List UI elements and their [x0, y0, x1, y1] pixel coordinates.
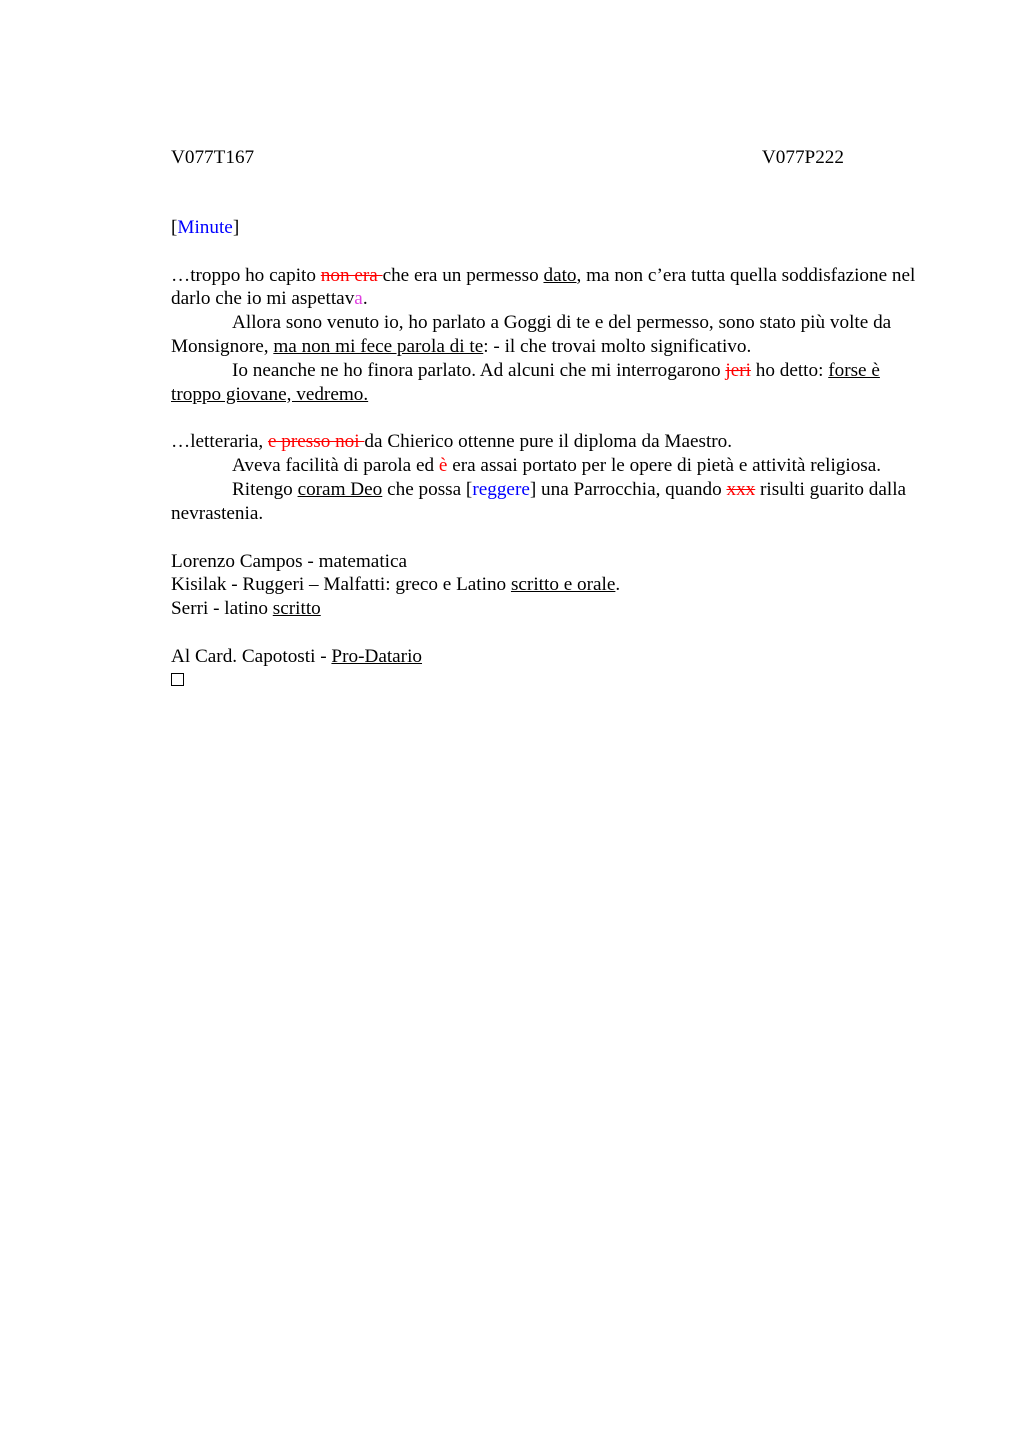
right-code: V077P222	[761, 147, 844, 168]
examiner-list	[171, 550, 923, 621]
underlined-text: ma non mi fece parola di te	[273, 335, 484, 357]
paragraph: Ritengo coram Deo che possa [reggere] una Parrocchia, quando xxx risulti guarito dalla nevrastenia.	[171, 478, 907, 524]
section-label-text: Minute	[177, 216, 233, 238]
left-code: V077T167	[171, 147, 255, 168]
deletion: jeri	[725, 359, 751, 381]
document-page	[171, 146, 923, 693]
paragraph: Aveva facilità di parola ed è era assai portato per le opere di pietà e attività religiosa.	[232, 455, 882, 477]
list-item: Kisilak - Ruggeri – Malfatti: greco e Latino scritto e orale.	[171, 574, 621, 596]
underlined-text: Pro-Datario	[331, 645, 423, 667]
closing-line: Al Card. Capotosti - Pro-Datario	[171, 645, 423, 667]
editorial-insertion: reggere	[472, 478, 530, 500]
underlined-text: scritto	[272, 598, 321, 620]
paragraph: …troppo ho capito non era che era un permesso dato, ma non c’era tutta quella soddisfazione nel darlo che io mi aspettava.	[171, 264, 916, 310]
text-block-2	[171, 430, 923, 525]
deletion: xxx	[726, 478, 756, 500]
insertion: è	[438, 455, 448, 477]
paragraph: Allora sono venuto io, ho parlato a Goggi di te e del permesso, sono stato più volte da Monsignore, ma non mi fece parola di te: - il che trovai molto significativo.	[171, 312, 892, 357]
deletion: non era	[320, 264, 383, 286]
underlined-text: forse è troppo giovane, vedremo.	[171, 359, 880, 405]
underlined-text: coram Deo	[297, 478, 383, 500]
section-label: [Minute]	[171, 216, 240, 238]
list-item: Lorenzo Campos - matematica	[171, 550, 408, 572]
list-item: Serri - latino scritto	[171, 598, 321, 620]
underlined-text: dato	[543, 264, 577, 286]
paragraph: …letteraria, e presso noi da Chierico ottenne pure il diploma da Maestro.	[171, 431, 733, 453]
insertion: a	[354, 288, 363, 310]
deletion: e presso noi	[267, 431, 365, 453]
checkbox-symbol	[171, 669, 923, 693]
document-header	[171, 146, 844, 170]
underlined-text: scritto e orale	[510, 574, 616, 596]
paragraph: Io neanche ne ho finora parlato. Ad alcuni che mi interrogarono jeri ho detto: forse è troppo giovane, vedremo.	[171, 359, 880, 405]
text-block-1	[171, 264, 923, 407]
